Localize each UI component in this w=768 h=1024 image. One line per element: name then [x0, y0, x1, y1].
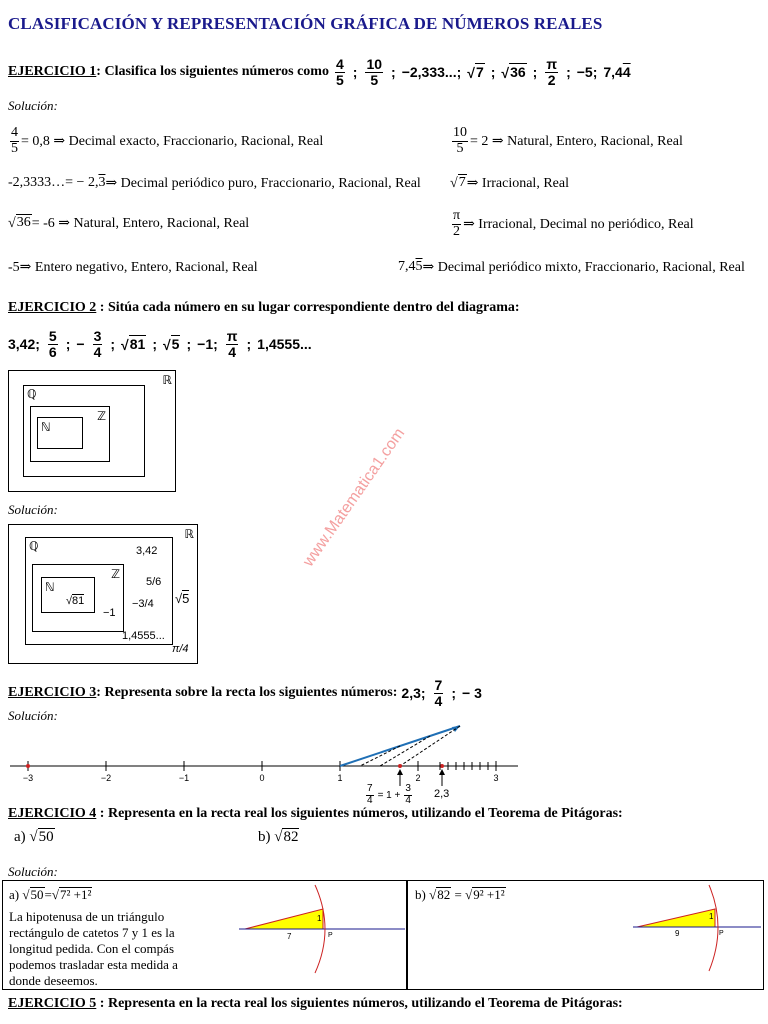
ex1-n1: $\frac{4}{5}$ [335, 55, 344, 88]
ex1-n7: −5; [576, 64, 598, 80]
svg-text:1: 1 [317, 914, 322, 923]
ex1-heading [8, 54, 631, 90]
venn-solved-N: ℕ √81 [41, 577, 95, 613]
ex1-label: EJERCICIO 1 [8, 64, 97, 79]
ex1-numbers: $\frac{4}{5}$ ; $\frac{10}{5}$ ; −2,333...; √ 7 ; √ 36 ; $\frac{\pi}{2}$ ; −5; 7,44 [335, 55, 631, 88]
ex5-heading: EJERCICIO 5 : Representa en la recta real los siguientes números, utilizando el Teorema de Pitágoras: [8, 996, 623, 1011]
ex1-sol-6: $\frac{\pi}{2}$ ⇒ Irracional, Decimal no periódico, Real [453, 207, 694, 239]
ex1-n8: 7,44 [603, 64, 631, 80]
point-2-3 [440, 764, 444, 768]
number-line-ticks [23, 761, 499, 783]
dashed-3 [400, 726, 460, 766]
ex1-sol-7: -5⇒ Entero negativo, Entero, Racional, Real [8, 259, 258, 275]
svg-text:P: P [719, 930, 724, 937]
ex2-heading [8, 300, 520, 316]
venn-sqrt5: √5 [175, 591, 190, 606]
ex2-text: : Sitúa cada número en su lugar correspondiente dentro del diagrama: [96, 300, 520, 315]
ex4-cell-b [406, 880, 764, 990]
svg-text:7: 7 [287, 932, 292, 941]
ex1-solucion-label: Solución: [8, 98, 58, 113]
ex4-b: b) √ 82 [258, 828, 299, 846]
ex3-label-2-3: 2,3 [434, 788, 450, 800]
ex1-n5: √ 36 [501, 64, 526, 81]
ex4-a: a) √ 50 [14, 828, 54, 846]
ex3-solucion-label: Solución: [8, 708, 58, 723]
ex4-cell-a-text: La hipotenusa de un triángulo rectángulo de catetos 7 y 1 es la longitud pedida. Con el compás podemos trasladar esta medida a donde deseemos. [9, 909, 178, 988]
venn-m34: −3/4 [132, 598, 154, 610]
venn-empty-N: ℕ [37, 417, 83, 449]
svg-text:9: 9 [675, 929, 680, 938]
ex1-n6: $\frac{\pi}{2}$ [546, 55, 558, 88]
watermark: www.Matematica1.com [300, 425, 409, 570]
venn-sqrt81: √81 [66, 595, 85, 607]
venn-empty-R: ℝ ℚ ℤ ℕ [8, 370, 176, 492]
ex1-sol-2: $\frac{10}{5}$ = 2 ⇒ Natural, Entero, Racional, Real [453, 124, 683, 156]
svg-text:P: P [328, 932, 333, 939]
ex2-numbers: 3,42; $\frac{5}{6}$ ; − $\frac{3}{4}$ ; √ 81 ; √ 5 ; −1; $\frac{\pi}{4}$ ; 1,4555... [8, 327, 312, 360]
ex1-n3: −2,333...; [401, 64, 462, 80]
ex1-sol-5: √ 36 = -6 ⇒ Natural, Entero, Racional, Real [8, 215, 250, 231]
tick-label: −3 [22, 773, 34, 783]
ex2-solucion-label: Solución: [8, 502, 58, 517]
tick-label: 2 [415, 773, 421, 783]
venn-solved-Z: ℤ −1 ℕ √81 [32, 564, 124, 632]
ex1-n2: $\frac{10}{5}$ [366, 55, 383, 88]
svg-text:1: 1 [709, 912, 714, 921]
venn-empty-Q: ℚ ℤ ℕ [23, 385, 145, 477]
tick-label: −1 [178, 773, 190, 783]
ex4-cell-a [2, 880, 408, 990]
ex4-heading: EJERCICIO 4 : Representa en la recta real los siguientes números, utilizando el Teorema de Pitágoras: [8, 806, 623, 821]
ex1-sol-1: $\frac{4}{5}$ = 0,8 ⇒ Decimal exacto, Fraccionario, Racional, Real [11, 124, 324, 156]
point-minus-sqrt3 [26, 764, 30, 768]
venn-m1: −1 [103, 607, 116, 619]
ex5-label: EJERCICIO 5 [8, 996, 97, 1011]
point-7-4 [398, 764, 402, 768]
ex3-heading: EJERCICIO 3 : Representa sobre la recta los siguientes números: 2,3; $\frac{7}{4}$ ; − 3 [8, 676, 482, 709]
tick-label: 1 [337, 773, 343, 783]
ex4-label: EJERCICIO 4 [8, 806, 97, 821]
venn-solved-R: ℝ √5 π/4 ℚ 3,42 5/6 −3/4 1,4555... ℤ −1 ℕ √81 [8, 524, 198, 664]
construction-lines [26, 726, 460, 786]
pythagoras-b-figure [633, 881, 763, 987]
tick-label: 0 [259, 773, 265, 783]
venn-solved-Q: ℚ 3,42 5/6 −3/4 1,4555... ℤ −1 ℕ √81 [25, 537, 173, 645]
ex3-label: EJERCICIO 3 [8, 685, 97, 700]
page-title: CLASIFICACIÓN Y REPRESENTACIÓN GRÁFICA DE NÚMEROS REALES [8, 14, 603, 33]
ex3-annotation: $\frac{7}{4}$ = 1 + $\frac{3}{4}$ [367, 783, 411, 806]
venn-56: 5/6 [146, 576, 162, 588]
venn-14555: 1,4555... [122, 630, 165, 642]
ex1-n4: √ 7 [467, 64, 484, 81]
ex4-cell-a-eq: a) √ 50 = √ 7² +1² [9, 887, 92, 903]
ex4-cell-b-eq: b) √ 82 = √ 9² +1² [415, 887, 505, 903]
ex1-text: : Clasifica los siguientes números como [96, 64, 329, 79]
ex2-label: EJERCICIO 2 [8, 300, 97, 315]
ex4-solucion-label: Solución: [8, 864, 58, 879]
venn-empty-Z: ℤ ℕ [30, 406, 110, 462]
tick-label: 3 [493, 773, 499, 783]
ex1-sol-4: √ 7 ⇒ Irracional, Real [450, 175, 569, 191]
venn-pi4: π/4 [172, 643, 189, 655]
ex1-sol-3: -2,3333…= − 2, 3 ⇒ Decimal periódico puro, Fraccionario, Racional, Real [8, 175, 421, 191]
dashed-1 [360, 746, 400, 766]
pythagoras-a-figure [239, 881, 407, 987]
tick-label: −2 [100, 773, 112, 783]
ex1-sol-8: 7,4 5 ⇒ Decimal periódico mixto, Fraccionario, Racional, Real [398, 259, 745, 275]
venn-342: 3,42 [136, 545, 158, 557]
